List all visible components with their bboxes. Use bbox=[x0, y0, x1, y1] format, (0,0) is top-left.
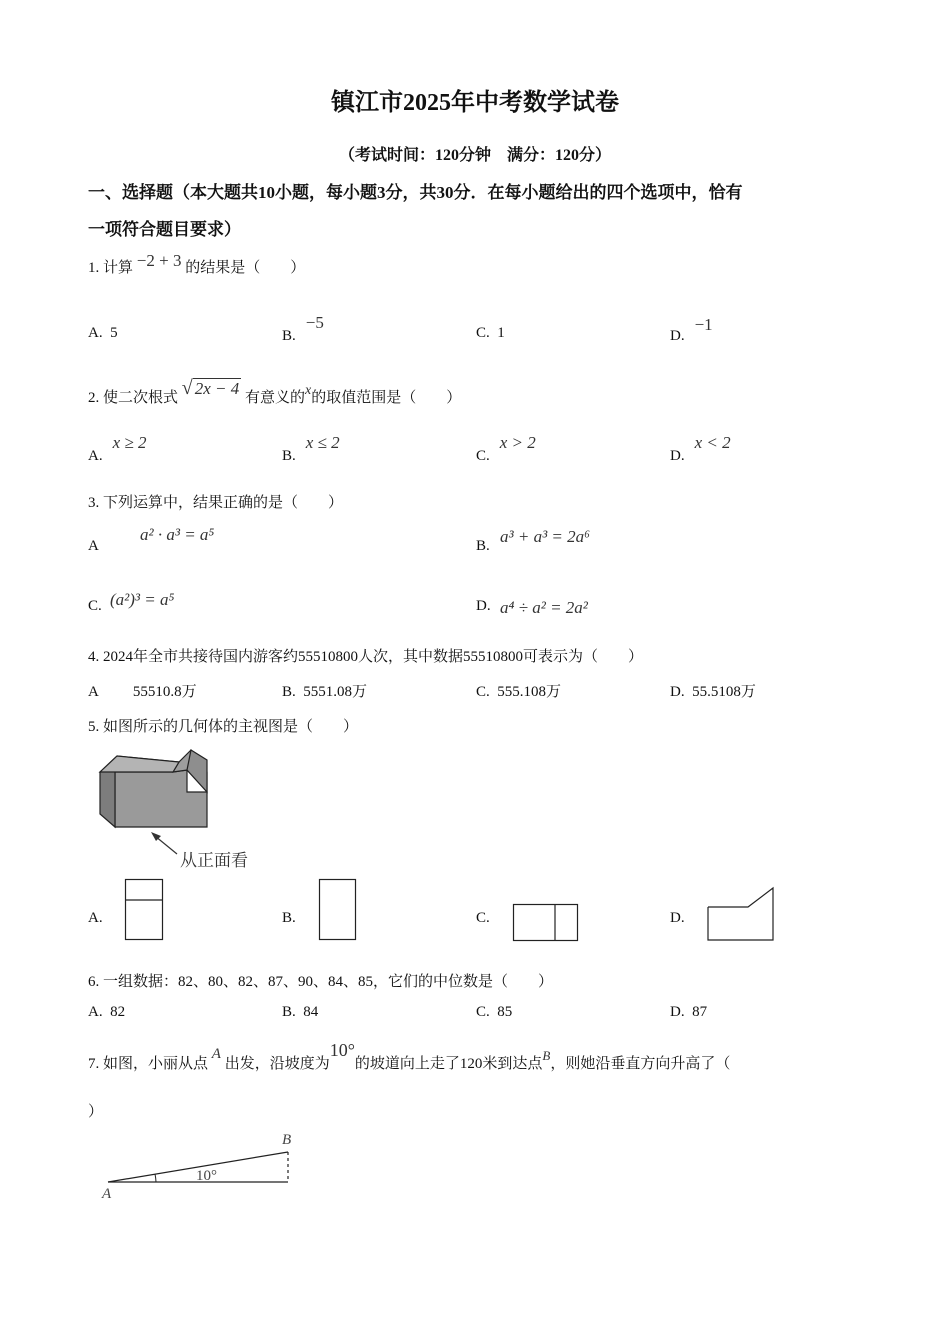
q5-option-a-figure bbox=[124, 878, 166, 942]
q4-option-c: C. 555.108万 bbox=[476, 684, 562, 700]
q5-figure-caption: 从正面看 bbox=[180, 851, 248, 870]
q5-option-c-label: C. bbox=[476, 910, 490, 926]
q6-stem: 6. 一组数据：82、80、82、87、90、84、85，它们的中位数是（ ） bbox=[88, 974, 554, 990]
q4-option-a: A 55510.8万 bbox=[88, 684, 197, 700]
q3-option-a-expr: a² · a³ = a⁵ bbox=[140, 525, 215, 544]
q5-option-b-figure bbox=[318, 878, 360, 942]
q2-option-c: C.x > 2 bbox=[476, 433, 536, 464]
q7-point-b: B bbox=[542, 1048, 551, 1063]
q2-option-a: A.x ≥ 2 bbox=[88, 433, 147, 464]
q3-option-b-label: B. bbox=[476, 538, 490, 554]
q1-option-a: A. 5 bbox=[88, 325, 118, 341]
q2-suffix: 的取值范围是（ ） bbox=[311, 390, 462, 406]
q1-suffix: 的结果是（ ） bbox=[185, 260, 306, 276]
q2-option-d: D.x < 2 bbox=[670, 433, 731, 464]
q5-option-a-label: A. bbox=[88, 910, 103, 926]
q7-angle: 10° bbox=[329, 1040, 355, 1060]
view-arrow bbox=[155, 836, 177, 854]
q1-option-d: D.−1 bbox=[670, 315, 713, 344]
q6-option-d: D. 87 bbox=[670, 1004, 708, 1020]
q6-option-a: A. 82 bbox=[88, 1004, 126, 1020]
q1-stem bbox=[88, 251, 306, 277]
q4-option-b: B. 5551.08万 bbox=[282, 684, 368, 700]
q5-option-c-figure bbox=[512, 903, 582, 943]
q7-slope-figure bbox=[98, 1130, 308, 1205]
label-angle: 10° bbox=[196, 1168, 217, 1184]
q3-option-a-label: A bbox=[88, 538, 99, 554]
q5-stem: 5. 如图所示的几何体的主视图是（ ） bbox=[88, 719, 359, 735]
section-heading-line2: 一项符合题目要求） bbox=[88, 220, 241, 239]
q2-prefix: 2. 使二次根式 bbox=[88, 390, 179, 406]
q1-expr: −2 + 3 bbox=[136, 251, 182, 270]
q6-option-c: C. 85 bbox=[476, 1004, 513, 1020]
solid-left-face bbox=[100, 770, 115, 827]
q2-option-b: B.x ≤ 2 bbox=[282, 433, 340, 464]
solid-front-face bbox=[115, 770, 207, 827]
q1-prefix: 1. 计算 bbox=[88, 260, 134, 276]
q2-stem: 2. 使二次根式 √ 2x − 4 有意义的x的取值范围是（ ） bbox=[88, 377, 462, 406]
label-b: B bbox=[282, 1132, 292, 1148]
q3-option-c-expr: (a²)³ = a⁵ bbox=[110, 590, 175, 609]
label-a: A bbox=[102, 1186, 112, 1202]
q4-option-d: D. 55.5108万 bbox=[670, 684, 756, 700]
exam-subtitle: （考试时间：120分钟 满分：120分） bbox=[338, 147, 611, 164]
sqrt-expression: √ 2x − 4 bbox=[181, 377, 240, 399]
q4-stem: 4. 2024年全市共接待国内游客约55510800人次，其中数据55510800可表示为（ ） bbox=[88, 649, 644, 665]
q3-stem: 3. 下列运算中，结果正确的是（ ） bbox=[88, 495, 344, 511]
q3-option-c-label: C. bbox=[88, 598, 102, 614]
q3-option-b-expr: a³ + a³ = 2a⁶ bbox=[500, 527, 591, 546]
q5-option-b-label: B. bbox=[282, 910, 296, 926]
q5-option-d-label: D. bbox=[670, 910, 685, 926]
q1-option-b: B.−5 bbox=[282, 313, 324, 344]
q7-stem-line1: 7. 如图，小丽从点 A 出发，沿坡度为10°的坡道向上走了120米到达点B，则她沿垂直方向升高了（ bbox=[88, 1040, 731, 1072]
q3-option-d-expr: a⁴ ÷ a² = 2a² bbox=[500, 598, 588, 617]
q7-point-a: A bbox=[211, 1046, 221, 1062]
exam-title: 镇江市2025年中考数学试卷 bbox=[331, 90, 619, 116]
section-heading-line1: 一、选择题（本大题共10小题，每小题3分，共30分．在每小题给出的四个选项中，恰有 bbox=[88, 183, 743, 202]
q3-option-d-label: D. bbox=[476, 598, 491, 614]
q2-mid: 有意义的 bbox=[245, 390, 306, 406]
q1-option-c: C. 1 bbox=[476, 325, 505, 341]
q6-option-b: B. 84 bbox=[282, 1004, 319, 1020]
q7-stem-line2: ） bbox=[88, 1104, 104, 1120]
q5-option-d-figure bbox=[706, 885, 778, 943]
